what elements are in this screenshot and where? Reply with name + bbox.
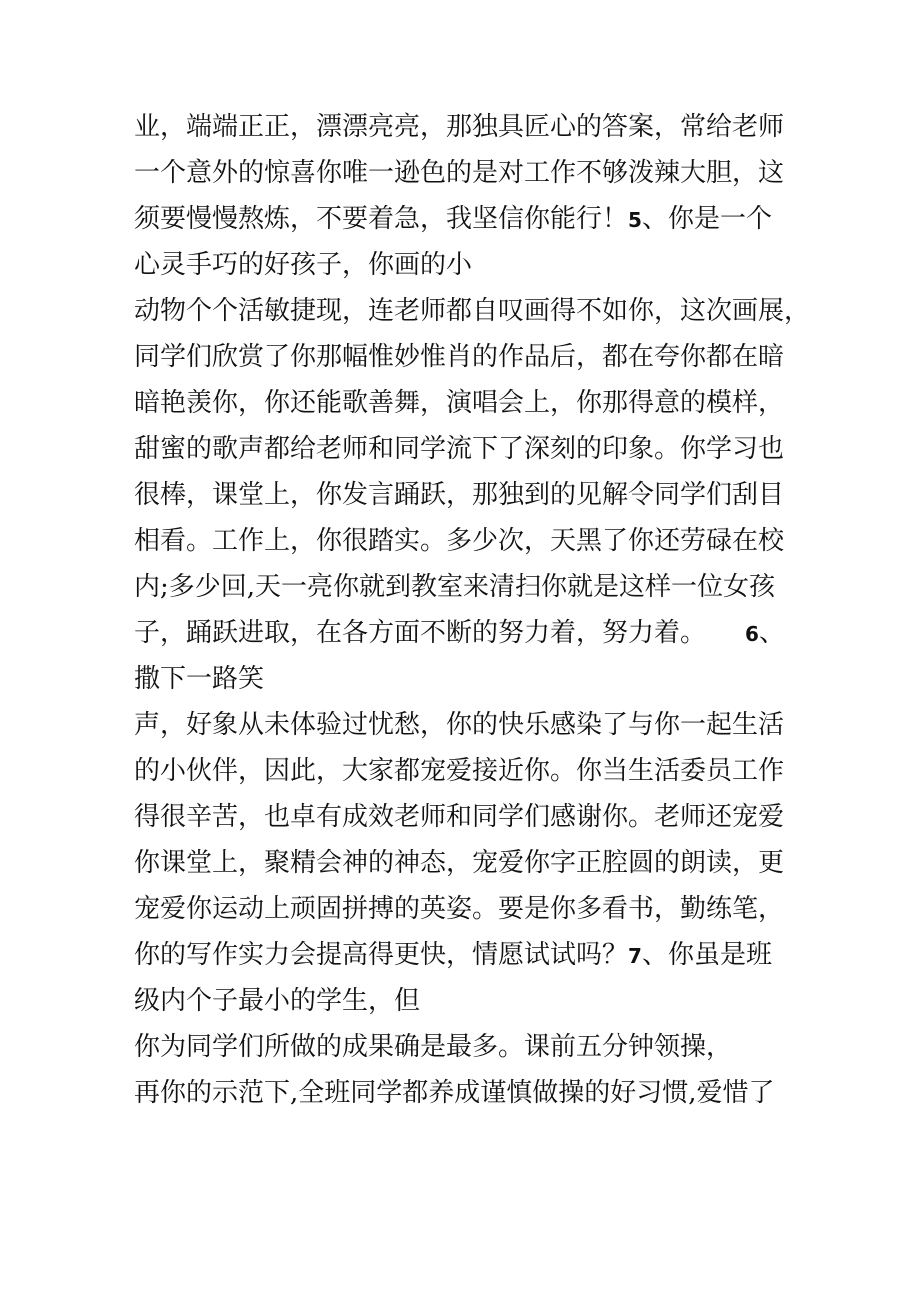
text-line: 很棒，课堂上，你发言踊跃，那独到的见解令同学们刮目 — [134, 480, 785, 510]
text-line: 内;多少回,天一亮你就到教室来清扫你就是这样一位女孩 — [134, 572, 776, 602]
body-text — [134, 104, 814, 1116]
text-line: 的小伙伴，因此，大家都宠爱接近你。你当生活委员工作 — [134, 756, 785, 786]
text-line: 动物个个活敏捷现，连老师都自叹画得不如你，这次画展， — [134, 296, 811, 326]
text-line: 再你的示范下,全班同学都养成谨慎做操的好习惯,爱惜了 — [134, 1078, 775, 1108]
text-segment: 、 — [758, 618, 785, 648]
text-line: 级内个子最小的学生，但 — [134, 986, 421, 1016]
text-line: 相看。工作上，你很踏实。多少次，天黑了你还劳碌在校 — [134, 526, 785, 556]
text-line — [134, 932, 814, 978]
item-number: 7 — [628, 944, 642, 968]
text-segment: 你的写作实力会提高得更快，情愿试试吗？ — [134, 940, 629, 970]
text-line: 心灵手巧的好孩子，你画的小 — [134, 250, 473, 280]
text-line: 你为同学们所做的成果确是最多。课前五分钟领操， — [134, 1032, 733, 1062]
text-line: 暗艳羡你，你还能歌善舞，演唱会上，你那得意的模样， — [134, 388, 785, 418]
text-segment: 、你虽是班 — [641, 940, 772, 970]
text-line — [134, 196, 814, 242]
text-segment: 、你是一个 — [641, 204, 772, 234]
text-line: 撒下一路笑 — [134, 664, 265, 694]
item-number: 5 — [628, 208, 642, 232]
text-line: 得很辛苦，也卓有成效老师和同学们感谢你。老师还宠爱 — [134, 802, 785, 832]
text-line: 宠爱你运动上顽固拼搏的英姿。要是你多看书，勤练笔， — [134, 894, 785, 924]
text-line: 你课堂上，聚精会神的神态，宠爱你字正腔圆的朗读，更 — [134, 848, 785, 878]
text-line: 一个意外的惊喜你唯一逊色的是对工作不够泼辣大胆，这 — [134, 158, 785, 188]
text-line: 业，端端正正，漂漂亮亮，那独具匠心的答案，常给老师 — [134, 112, 785, 142]
text-line: 同学们欣赏了你那幅惟妙惟肖的作品后，都在夸你都在暗 — [134, 342, 785, 372]
text-line: 声，好象从未体验过忧愁，你的快乐感染了与你一起生活 — [134, 710, 785, 740]
text-segment: 须要慢慢熬炼，不要着急，我坚信你能行！ — [134, 204, 629, 234]
text-line — [134, 610, 814, 656]
text-line: 甜蜜的歌声都给老师和同学流下了深刻的印象。你学习也 — [134, 434, 785, 464]
text-segment: 子，踊跃进取，在各方面不断的努力着，努力着。 — [134, 618, 746, 648]
item-number: 6 — [745, 622, 759, 646]
